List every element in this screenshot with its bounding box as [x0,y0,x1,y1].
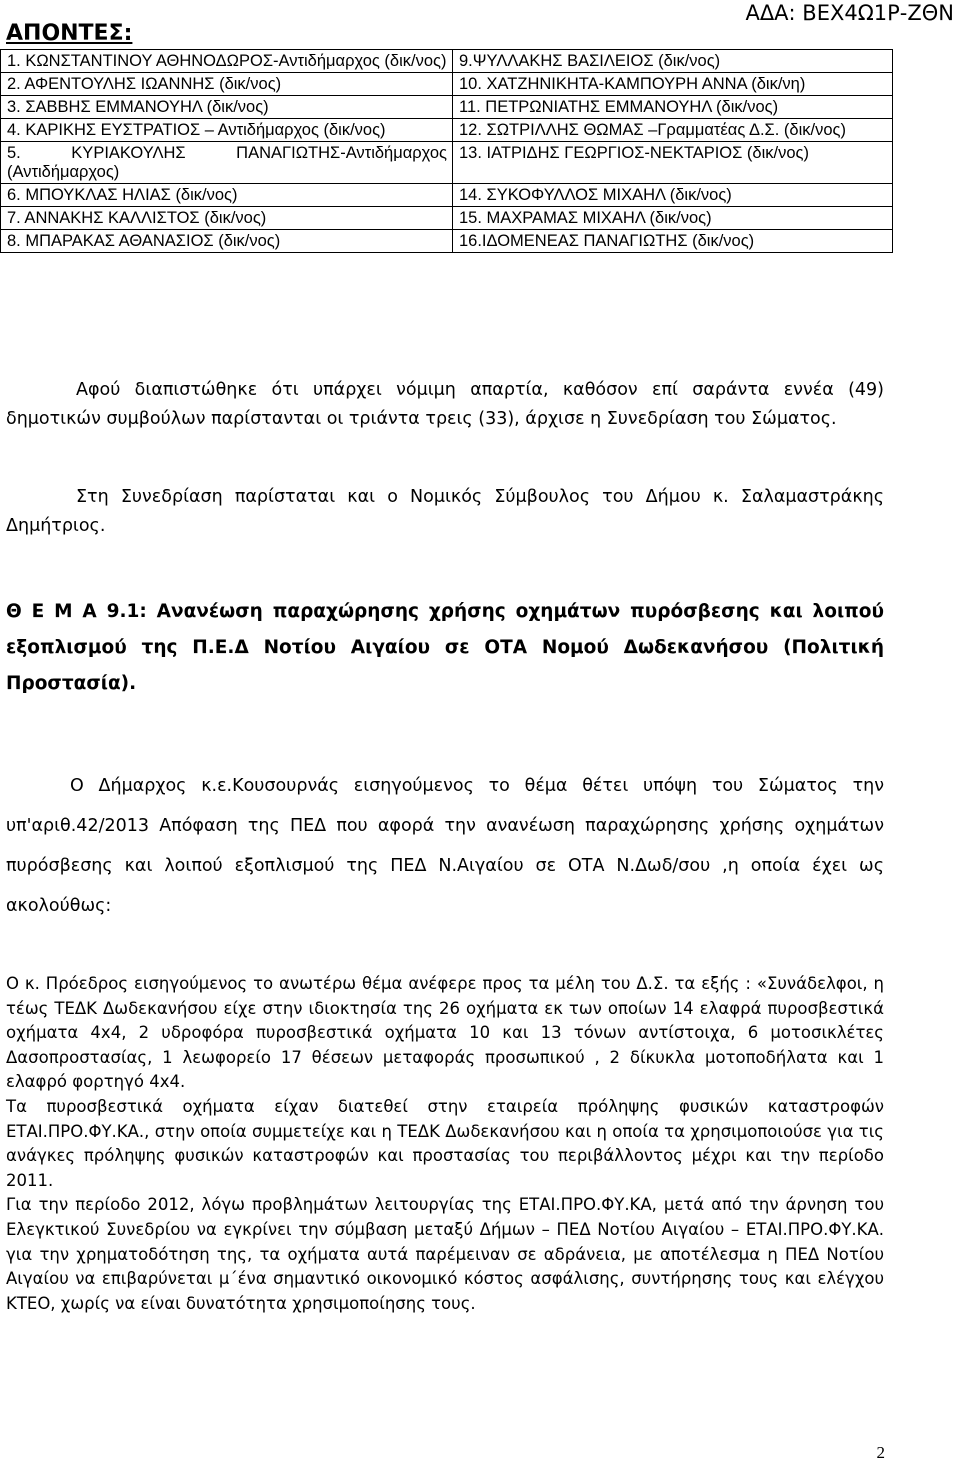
ada-code: ΑΔΑ: ΒΕΧ4Ω1Ρ-ΖΘΝ [745,1,954,25]
absent-member: 11. ΠΕΤΡΩΝΙΑΤΗΣ ΕΜΜΑΝΟΥΗΛ (δικ/νος) [453,96,893,119]
table-row [1,230,893,253]
paragraph: Για την περίοδο 2012, λόγω προβλημάτων λειτουργίας της ΕΤΑΙ.ΠΡΟ.ΦΥ.ΚΑ, μετά από την άρνηση του Ελεγκτικού Συνεδρίου να εγκρίνει την σύμβαση μεταξύ Δήμων – ΠΕΔ Νοτίου Αιγαίου – ΕΤΑΙ.ΠΡΟ.ΦΥ.ΚΑ. για την χρηματοδότηση της, τα οχήματα αυτά παρέμειναν σε αδράνεια, με αποτέλεσμα η ΠΕΔ Νοτίου Αιγαίου να επιβαρύνεται μ΄ένα σημαντικό οικονομικό κόστος ασφάλισης, συντήρησης τους και ελέγχου ΚΤΕΟ, χωρίς να είναι δυνατότητα χρησιμοποίησης τους. [6,1195,884,1313]
mayor-introduction: Ο Δήμαρχος κ.ε.Κουσουρνάς εισηγούμενος το θέμα θέτει υπόψη του Σώματος την υπ'αριθ.42/2013 Απόφαση της ΠΕΔ που αφορά την ανανέωση παραχώρησης χρήσης οχημάτων πυρόσβεσης και λοιπού εξοπλισμού της ΠΕΔ Ν.Αιγαίου σε ΟΤΑ Ν.Δωδ/σου ,η οποία έχει ως ακολούθως: [6,776,884,916]
table-row [1,73,893,96]
table-row [1,142,893,184]
paragraph: Τα πυροσβεστικά οχήματα είχαν διατεθεί στην εταιρεία πρόληψης φυσικών καταστροφών ΕΤΑΙ.ΠΡΟ.ΦΥ.ΚΑ., στην οποία συμμετείχε και η ΤΕΔΚ Δωδεκανήσου και η οποία τα χρησιμοποιούσε για τις ανάγκες πρόληψης φυσικών καταστροφών και προστασίας του περιβάλλοντος μέχρι και την περίοδο 2011. [6,1096,884,1190]
absent-member: 5. ΚΥΡΙΑΚΟΥΛΗΣ ΠΑΝΑΓΙΩΤΗΣ-Αντιδήμαρχος (Αντιδήμαρχος) [1,142,453,184]
quorum-paragraph: Αφού διαπιστώθηκε ότι υπάρχει νόμιμη απαρτία, καθόσον επί σαράντα εννέα (49) δημοτικών συμβούλων παρίστανται οι τριάντα τρεις (33), άρχισε η Συνεδρίαση του Σώματος. [6,380,884,429]
theme-label: Θ Ε Μ Α 9.1: [6,601,147,622]
absent-member: 4. ΚΑΡΙΚΗΣ ΕΥΣΤΡΑΤΙΟΣ – Αντιδήμαρχος (δικ/νος) [1,119,453,142]
absent-member: 3. ΣΑΒΒΗΣ ΕΜΜΑΝΟΥΗΛ (δικ/νος) [1,96,453,119]
absent-member: 13. ΙΑΤΡΙΔΗΣ ΓΕΩΡΓΙΟΣ-ΝΕΚΤΑΡΙΟΣ (δικ/νος) [453,142,893,184]
legal-advisor-paragraph: Στη Συνεδρίαση παρίσταται και ο Νομικός Σύμβουλος του Δήμου κ. Σαλαμαστράκης Δημήτριος. [6,487,884,536]
table-row [1,119,893,142]
absent-member: 6. ΜΠΟΥΚΛΑΣ ΗΛΙΑΣ (δικ/νος) [1,184,453,207]
table-row [1,96,893,119]
table-row [1,207,893,230]
theme-text: Ανανέωση παραχώρησης χρήσης οχημάτων πυρόσβεσης και λοιπού εξοπλισμού της Π.Ε.Δ Νοτίου Αιγαίου σε ΟΤΑ Νομού Δωδεκανήσου (Πολιτική Προστασία). [6,601,884,694]
absent-member: 8. ΜΠΑΡΑΚΑΣ ΑΘΑΝΑΣΙΟΣ (δικ/νος) [1,230,453,253]
absent-member: 14. ΣΥΚΟΦΥΛΛΟΣ ΜΙΧΑΗΛ (δικ/νος) [453,184,893,207]
absent-members-table [0,49,893,253]
absent-member: 2. ΑΦΕΝΤΟΥΛΗΣ ΙΩΑΝΝΗΣ (δικ/νος) [1,73,453,96]
absent-member: 1. ΚΩΝΣΤΑΝΤΙΝΟΥ ΑΘΗΝΟΔΩΡΟΣ-Αντιδήμαρχος (δικ/νος) [1,50,453,73]
president-statement [6,972,884,1316]
absent-heading: ΑΠΟΝΤΕΣ: [6,21,133,46]
absent-member: 15. ΜΑΧΡΑΜΑΣ ΜΙΧΑΗΛ (δικ/νος) [453,207,893,230]
table-row [1,184,893,207]
absent-member: 7. ΑΝΝΑΚΗΣ ΚΑΛΛΙΣΤΟΣ (δικ/νος) [1,207,453,230]
page-number: 2 [876,1443,885,1462]
agenda-item-title [6,594,884,702]
absent-member: 9.ΨΥΛΛΑΚΗΣ ΒΑΣΙΛΕΙΟΣ (δικ/νος) [453,50,893,73]
table-row [1,50,893,73]
absent-member: 16.ΙΔΟΜΕΝΕΑΣ ΠΑΝΑΓΙΩΤΗΣ (δικ/νος) [453,230,893,253]
absent-member: 12. ΣΩΤΡΙΛΛΗΣ ΘΩΜΑΣ –Γραμματέας Δ.Σ. (δικ/νος) [453,119,893,142]
absent-member: 10. ΧΑΤΖΗΝΙΚΗΤΑ-ΚΑΜΠΟΥΡΗ ΑΝΝΑ (δικ/νη) [453,73,893,96]
paragraph: Ο κ. Πρόεδρος εισηγούμενος το ανωτέρω θέμα ανέφερε προς τα μέλη του Δ.Σ. τα εξής : «Συνάδελφοι, η τέως ΤΕΔΚ Δωδεκανήσου είχε στην ιδιοκτησία της 26 οχήματα εκ των οποίων 14 ελαφρά πυροσβεστικά οχήματα 4x4, 2 υδροφόρα πυροσβεστικά οχήματα 10 και 13 τόνων αντίστοιχα, 6 μοτοσικλέτες Δασοπροστασίας, 1 λεωφορείο 17 θέσεων μεταφοράς προσωπικού , 2 δίκυκλα μοτοποδήλατα και 1 ελαφρό φορτηγό 4x4. [6,974,884,1092]
